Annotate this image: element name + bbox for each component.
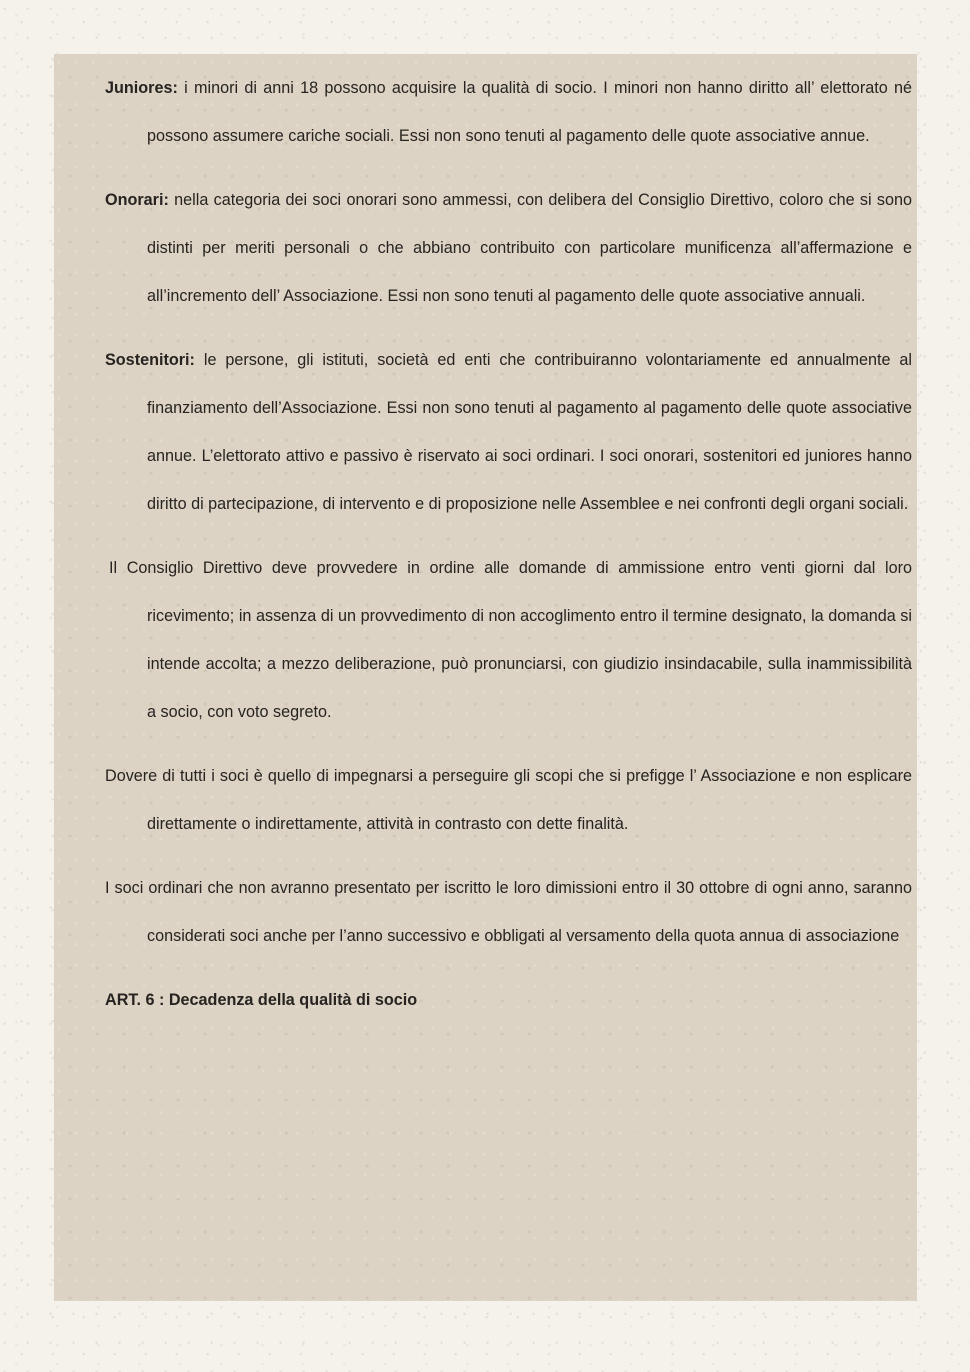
paragraph-consiglio-direttivo-text: Il Consiglio Direttivo deve provvedere in ordine alle domande di ammissione entro venti giorni dal loro ricevimento; in assenza di un provvedimento di non accoglimento entro il termine designato, la domanda si intende accolta; a mezzo deliberazione, può pronunciarsi, con giudizio insindacabile, sulla inammissibilità a socio, con voto segreto. [109, 559, 912, 721]
term-onorari: Onorari: [105, 191, 169, 209]
document-body [105, 64, 912, 1024]
paragraph-sostenitori [105, 336, 912, 528]
paragraph-onorari-text: nella categoria dei soci onorari sono ammessi, con delibera del Consiglio Direttivo, coloro che si sono distinti per meriti personali o che abbiano contribuito con particolare munificenza all’affermazione e all’incremento dell’ Associazione. Essi non sono tenuti al pagamento delle quote associative annuali. [147, 191, 912, 305]
term-juniores: Juniores: [105, 79, 178, 97]
paragraph-sostenitori-text: le persone, gli istituti, società ed enti che contribuiranno volontariamente ed annualmente al finanziamento dell’Associazione. Essi non sono tenuti al pagamento al pagamento delle quote associative annue. L’elettorato attivo e passivo è riservato ai soci ordinari. I soci onorari, sostenitori ed juniores hanno diritto di partecipazione, di intervento e di proposizione nelle Assemblee e nei confronti degli organi sociali. [147, 351, 912, 513]
paragraph-juniores-text: i minori di anni 18 possono acquisire la qualità di socio. I minori non hanno diritto all’ elettorato né possono assumere cariche sociali. Essi non sono tenuti al pagamento delle quote associative annue. [147, 79, 912, 145]
paragraph-consiglio-direttivo [109, 544, 912, 736]
term-sostenitori: Sostenitori: [105, 351, 195, 369]
paragraph-dovere-soci-text: Dovere di tutti i soci è quello di impegnarsi a perseguire gli scopi che si prefigge l’ Associazione e non esplicare direttamente o indirettamente, attività in contrasto con dette finalità. [105, 767, 912, 833]
paragraph-juniores [105, 64, 912, 160]
paragraph-dimissioni [105, 864, 912, 960]
paragraph-dimissioni-text: I soci ordinari che non avranno presentato per iscritto le loro dimissioni entro il 30 ottobre di ogni anno, saranno considerati soci anche per l’anno successivo e obbligati al versamento della quota annua di associazione [105, 879, 912, 945]
paragraph-onorari [105, 176, 912, 320]
article-heading: ART. 6 : Decadenza della qualità di socio [105, 991, 418, 1009]
document-page [54, 54, 917, 1301]
paragraph-dovere-soci [105, 752, 912, 848]
